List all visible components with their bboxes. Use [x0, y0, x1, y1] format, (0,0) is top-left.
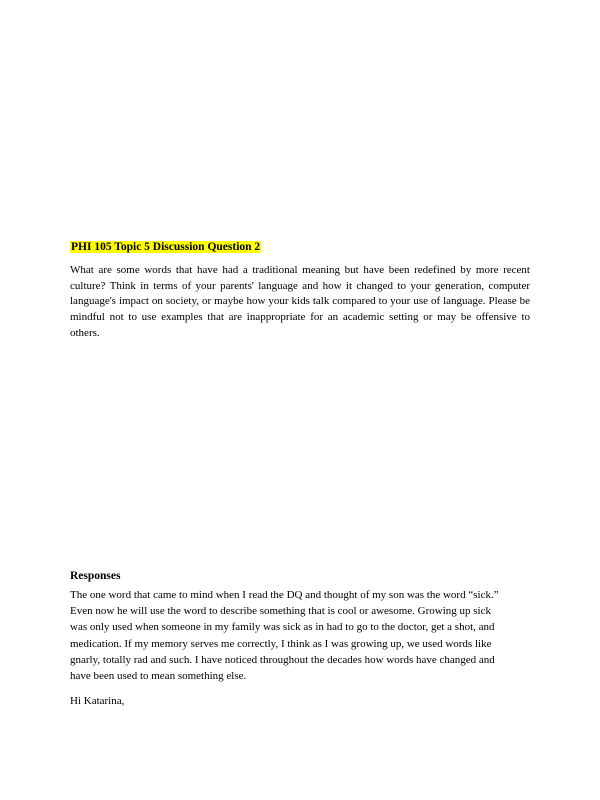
response-line: medication. If my memory serves me correctly, I think as I was growing up, we used words like: [70, 637, 492, 650]
responses-heading: Responses: [70, 570, 121, 582]
response-line: The one word that came to mind when I read the DQ and thought of my son was the word “sick.”: [70, 589, 499, 601]
response-line: have been used to mean something else.: [70, 670, 247, 683]
heading-highlight: PHI 105 Topic 5 Discussion Question 2: [71, 241, 261, 253]
response-line: gnarly, totally rad and such. I have noticed throughout the decades how words have changed and: [70, 653, 495, 666]
discussion-question-text: What are some words that have had a traditional meaning but have been redefined by more recent culture? Think in terms of your parents' language and how it changed to your generation, computer language's impact on society, or maybe how your kids talk compared to your use of language. Please be mindful not to use examples that are inappropriate for an academic setting or may be offensive to others.: [70, 264, 530, 339]
response-line: was only used when someone in my family was sick as in had to go to the doctor, get a shot, and: [70, 621, 495, 634]
reply-greeting: Hi Katarina,: [70, 695, 125, 707]
response-line: Even now he will use the word to describe something that is cool or awesome. Growing up sick: [70, 605, 491, 618]
response-paragraph: [70, 587, 532, 684]
discussion-question-heading: [70, 240, 261, 254]
